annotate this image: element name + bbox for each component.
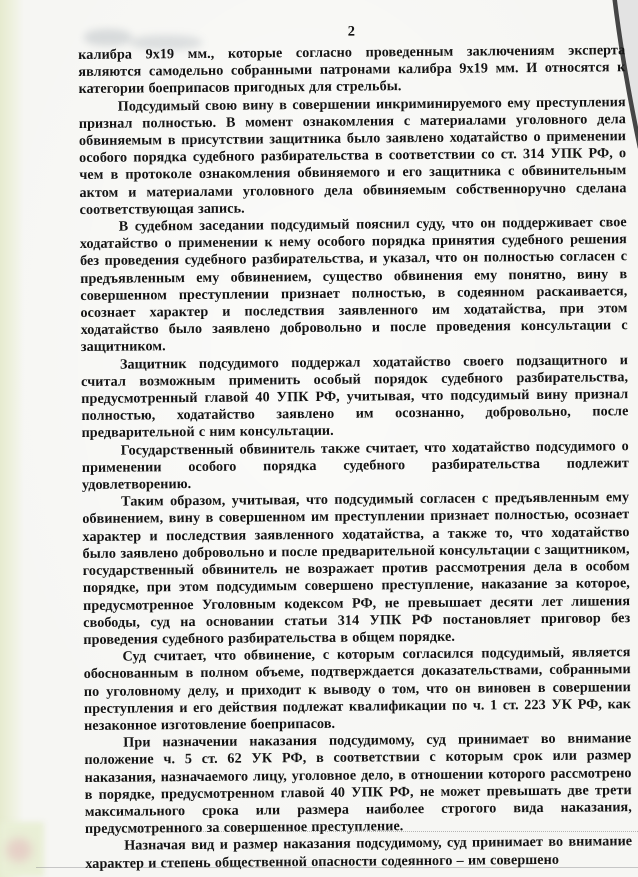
document-text-block [78,21,632,872]
paragraph: Таким образом, учитывая, что подсудимый согласен с предъявленным ему обвинением, вину в совершенном им преступлении признает полностью, осознает характер и последствия заявленного ходатайства, а также то, что ходатайство было заявлено добровольно и после предварительной консультации с защитником, государственный обвинитель не возражает против рассмотрения дела в особом порядке, при этом подсудимым совершено преступление, наказание за которое, предусмотренное Уголовным кодексом РФ, не превышает десяти лет лишения свободы, суд на основании статьи 314 УПК РФ постановляет приговор без проведения судебного разбирательства в общем порядке. [82,489,631,648]
paragraph: В судебном заседании подсудимый пояснил суду, что он поддерживает свое ходатайство о применении к нему особого порядка принятия судебного решения без проведения судебного разбирательства, и указал, что он полностью согласен с предъявленным ему обвинением, существо обвинения ему понятно, вину в совершенном преступлении признает полностью, в содеянном раскаивается, осознает характер и последствия заявленного им ходатайства, при этом ходатайство было заявлено добровольно и после проведения консультации с защитником. [79,214,628,356]
paragraph: Государственный обвинитель также считает, что ходатайство подсудимого о применении особого порядка судебного разбирательства подлежит удовлетворению. [81,437,629,494]
page-number: 2 [347,23,356,40]
paragraph: Назначая вид и размер наказания подсудимому, суд принимает во внимание характер и степень общественной опасности содеянного – им совершено [85,833,633,872]
scanner-edge-strip [0,0,24,877]
paragraph: При назначении наказания подсудимому, суд принимает во внимание положение ч. 5 ст. 62 УК РФ, в соответствии с которым срок или размер наказания, назначаемого лицу, уголовное дело, в отношении которого рассмотрено в порядке, предусмотренном главой 40 УПК РФ, не может превышать две трети максимального срока или размера наиболее строгого вида наказания, предусмотренного за совершенное преступление. [84,730,632,838]
paragraph: Суд считает, что обвинение, с которым согласился подсудимый, является обоснованным в полном объеме, подтверждается доказательствами, собранными по уголовному делу, и приходит к выводу о том, что он виновен в совершении преступления и его действия подлежат квалификации по ч. 1 ст. 223 УК РФ, как незаконное изготовление боеприпасов. [83,644,632,734]
pink-ink-smudge [6,838,32,862]
paragraph: Подсудимый свою вину в совершении инкриминируемого ему преступления признал полностью. В момент ознакомления с материалами уголовного дела обвиняемым в присутствии защитника было заявлено ходатайство о применении особого порядка судебного разбирательства в соответствии со ст. 314 УПК РФ, о чем в протоколе ознакомления обвиняемого и его защитника с обвинительным актом и материалами уголовного дела обвиняемым собственноручно сделана соответствующая запись. [78,93,627,218]
paragraph: Защитник подсудимого поддержал ходатайство своего подзащитного и считал возможным применить особый порядок судебного разбирательства, предусмотренный главой 40 УПК РФ, учитывая, что подсудимый вину признал полностью, ходатайство заявлено им осознанно, добровольно, после предварительной с ним консультации. [81,351,629,442]
document-body [78,42,632,872]
paragraph: калибра 9х19 мм., которые согласно проведенным заключениям эксперта являются самодельно собранными патронами калибра 9х19 мм. И относятся к категории боеприпасов пригодных для стрельбы. [78,42,626,98]
